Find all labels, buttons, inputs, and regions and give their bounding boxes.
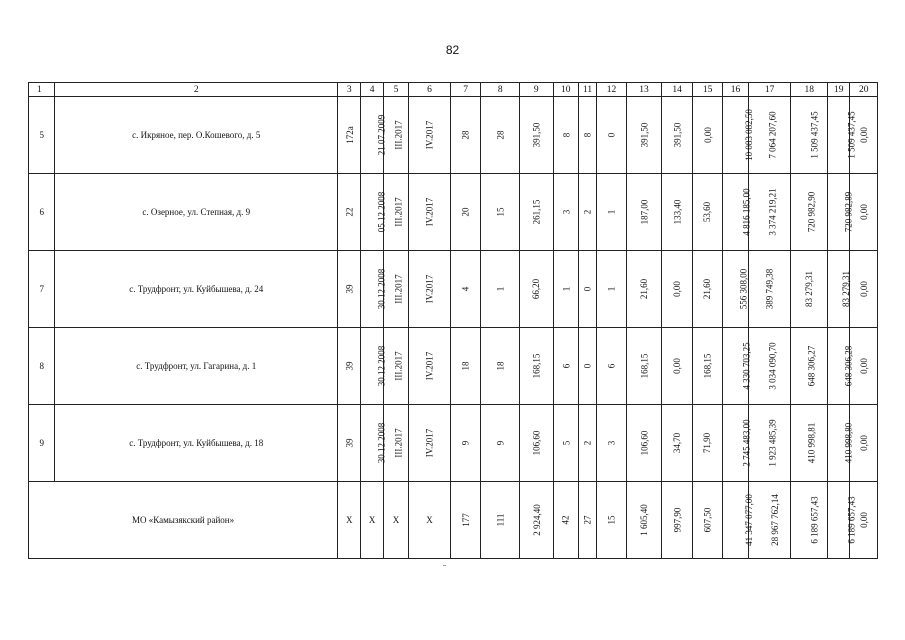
table-row: [29, 251, 878, 328]
cell-7: 18: [460, 361, 471, 371]
row-number: 7: [29, 251, 55, 328]
cell-6: IV.2017: [424, 351, 435, 381]
col-header-7: 7: [450, 83, 481, 97]
cell-11-wrap: [578, 328, 596, 405]
cell-9-wrap: [520, 405, 554, 482]
total-row: [29, 482, 878, 559]
col-header-14: 14: [662, 83, 693, 97]
cell-10-wrap: [553, 174, 578, 251]
total-cell-7: 177: [460, 513, 471, 527]
cell-10-wrap: [553, 405, 578, 482]
cell-7: 28: [460, 130, 471, 140]
cell-4-wrap: [361, 405, 387, 482]
cell-13-wrap: [626, 97, 662, 174]
col-header-2: 2: [55, 83, 338, 97]
cell-12: 1: [606, 209, 617, 215]
total-cell-8-wrap: [481, 482, 520, 559]
cell-4-wrap: [361, 174, 387, 251]
cell-18-wrap: [791, 174, 828, 251]
cell-19-wrap: [828, 251, 850, 328]
cell-3-wrap: [338, 174, 361, 251]
cell-13: 187,00: [639, 199, 650, 225]
cell-7-wrap: [450, 251, 481, 328]
col-header-15: 15: [692, 83, 723, 97]
cell-6-wrap: [409, 328, 451, 405]
cell-20-wrap: [850, 405, 878, 482]
cell-13-wrap: [626, 405, 662, 482]
cell-16: 4 816 185,00: [741, 188, 752, 236]
cell-7: 4: [460, 286, 471, 292]
cell-10-wrap: [553, 97, 578, 174]
address-cell: с. Трудфронт, ул. Гагарина, д. 1: [55, 328, 338, 405]
cell-9-wrap: [520, 251, 554, 328]
cell-13: 168,15: [639, 353, 650, 379]
cell-11-wrap: [578, 97, 596, 174]
total-cell-11: 27: [582, 515, 593, 525]
cell-3: 39: [344, 284, 355, 294]
cell-15-wrap: [692, 97, 723, 174]
cell-15: 53,60: [702, 201, 713, 223]
cell-12-wrap: [597, 405, 626, 482]
cell-19: 648 306,28: [843, 345, 854, 387]
col-header-3: 3: [338, 83, 361, 97]
total-cell-16: 41 347 077,00: [744, 494, 755, 546]
cell-17-wrap: [748, 328, 791, 405]
total-cell-20: 0,00: [858, 512, 869, 528]
cell-7-wrap: [450, 405, 481, 482]
cell-5: III.2017: [393, 351, 404, 381]
cell-16: 10 083 082,50: [744, 109, 755, 161]
cell-6: IV.2017: [424, 120, 435, 150]
cell-18: 1 509 437,45: [810, 111, 821, 159]
cell-10: 6: [560, 363, 571, 369]
data-table: [28, 82, 878, 559]
cell-8-wrap: [481, 328, 520, 405]
cell-16-wrap: [723, 97, 755, 174]
address-cell: с. Икряное, пер. О.Кошевого, д. 5: [55, 97, 338, 174]
cell-3: 172а: [344, 126, 355, 144]
cell-20-wrap: [850, 174, 878, 251]
cell-15-wrap: [692, 174, 723, 251]
cell-6-wrap: [409, 251, 451, 328]
cell-14: 133,40: [672, 199, 683, 225]
cell-5-wrap: [383, 174, 408, 251]
cell-3-wrap: [338, 97, 361, 174]
col-header-19: 19: [828, 83, 850, 97]
cell-12-wrap: [597, 97, 626, 174]
total-cell-15: 607,50: [702, 507, 713, 533]
table-row: [29, 97, 878, 174]
cell-15: 21,60: [702, 278, 713, 300]
cell-4: 30.12.2008: [376, 422, 387, 464]
col-header-12: 12: [597, 83, 626, 97]
cell-4-wrap: [361, 97, 387, 174]
cell-6: IV.2017: [424, 197, 435, 227]
col-header-8: 8: [481, 83, 520, 97]
cell-14: 0,00: [672, 358, 683, 374]
cell-18: 720 982,90: [806, 191, 817, 233]
cell-11: 0: [582, 286, 593, 292]
cell-15-wrap: [692, 405, 723, 482]
cell-13-wrap: [626, 174, 662, 251]
cell-4: 21.07.2009: [376, 114, 387, 156]
cell-8: 15: [495, 207, 506, 217]
cell-17: 7 064 207,60: [767, 111, 778, 159]
cell-15-wrap: [692, 328, 723, 405]
cell-19-wrap: [828, 328, 854, 405]
cell-9: 261,15: [531, 199, 542, 225]
cell-5-wrap: [383, 405, 408, 482]
total-cell-13-wrap: [626, 482, 662, 559]
cell-5-wrap: [383, 97, 408, 174]
cell-8-wrap: [481, 97, 520, 174]
cell-19-wrap: [828, 174, 854, 251]
cell-20: 0,00: [858, 435, 869, 451]
table-row: [29, 405, 878, 482]
cell-13: 106,60: [639, 430, 650, 456]
cell-6-wrap: [409, 97, 451, 174]
col-header-11: 11: [578, 83, 596, 97]
cell-4-wrap: [361, 251, 387, 328]
cell-18: 83 279,31: [804, 271, 815, 307]
cell-11-wrap: [578, 251, 596, 328]
cell-16: 556 308,00: [738, 268, 749, 310]
cell-3-wrap: [338, 328, 361, 405]
cell-14-wrap: [662, 174, 693, 251]
cell-19: 1 509 437,45: [846, 111, 857, 159]
cell-17-wrap: [748, 251, 791, 328]
address-cell: с. Трудфронт, ул. Куйбышева, д. 18: [55, 405, 338, 482]
col-header-13: 13: [626, 83, 662, 97]
cell-9: 391,50: [531, 122, 542, 148]
cell-18-wrap: [791, 251, 828, 328]
cell-19-wrap: [828, 97, 857, 174]
cell-7-wrap: [450, 174, 481, 251]
total-cell-19-wrap: [828, 482, 857, 559]
column-number-row: [29, 83, 878, 97]
col-header-5: 5: [383, 83, 408, 97]
row-number: 8: [29, 328, 55, 405]
total-cell-12-wrap: [597, 482, 626, 559]
cell-15: 168,15: [702, 353, 713, 379]
cell-12: 1: [606, 286, 617, 292]
total-cell-15-wrap: [692, 482, 723, 559]
cell-13: 21,60: [639, 278, 650, 300]
cell-15-wrap: [692, 251, 723, 328]
total-cell-6: X: [409, 482, 451, 559]
cell-6: IV.2017: [424, 428, 435, 458]
cell-19: 410 998,80: [843, 422, 854, 464]
total-label: МО «Камызякский район»: [29, 482, 338, 559]
scan-speck: [443, 565, 446, 566]
cell-13-wrap: [626, 328, 662, 405]
cell-5: III.2017: [393, 274, 404, 304]
cell-19-wrap: [828, 405, 854, 482]
total-cell-13: 1 605,40: [639, 504, 650, 536]
cell-20: 0,00: [858, 127, 869, 143]
cell-3: 39: [344, 438, 355, 448]
total-cell-18: 6 189 657,43: [810, 496, 821, 544]
cell-8-wrap: [481, 405, 520, 482]
cell-16-wrap: [723, 405, 752, 482]
cell-11: 2: [582, 440, 593, 446]
cell-15: 71,90: [702, 432, 713, 454]
total-cell-8: 111: [495, 513, 506, 527]
cell-5-wrap: [383, 328, 408, 405]
total-cell-9-wrap: [520, 482, 554, 559]
cell-17: 1 923 485,39: [767, 419, 778, 467]
cell-20-wrap: [850, 328, 878, 405]
cell-10: 8: [560, 132, 571, 138]
total-cell-4: X: [361, 482, 383, 559]
total-cell-18-wrap: [791, 482, 828, 559]
cell-9: 106,60: [531, 430, 542, 456]
cell-17: 389 749,38: [764, 268, 775, 310]
col-header-18: 18: [791, 83, 828, 97]
page-number: 82: [445, 43, 460, 57]
total-cell-3: X: [338, 482, 361, 559]
cell-9-wrap: [520, 174, 554, 251]
cell-4: 30.12.2008: [376, 345, 387, 387]
cell-6: IV.2017: [424, 274, 435, 304]
cell-3-wrap: [338, 405, 361, 482]
cell-6-wrap: [409, 405, 451, 482]
cell-16-wrap: [723, 328, 752, 405]
cell-12-wrap: [597, 174, 626, 251]
cell-8: 28: [495, 130, 506, 140]
table-row: [29, 328, 878, 405]
col-header-6: 6: [409, 83, 451, 97]
cell-9: 66,20: [531, 278, 542, 300]
col-header-17: 17: [748, 83, 791, 97]
total-cell-14: 997,90: [672, 507, 683, 533]
cell-8-wrap: [481, 174, 520, 251]
cell-14-wrap: [662, 328, 693, 405]
cell-4: 30.12.2008: [376, 268, 387, 310]
cell-16: 2 745 483,00: [741, 419, 752, 467]
cell-5: III.2017: [393, 120, 404, 150]
cell-14: 391,50: [672, 122, 683, 148]
cell-18: 648 306,27: [806, 345, 817, 387]
cell-9-wrap: [520, 328, 554, 405]
cell-18-wrap: [791, 328, 828, 405]
total-cell-7-wrap: [450, 482, 481, 559]
cell-4-wrap: [361, 328, 387, 405]
cell-14: 0,00: [672, 281, 683, 297]
cell-8: 1: [495, 286, 506, 292]
cell-17: 3 034 090,70: [767, 342, 778, 390]
total-cell-9: 2 924,40: [531, 504, 542, 536]
cell-16-wrap: [723, 174, 752, 251]
cell-12: 3: [606, 440, 617, 446]
cell-20: 0,00: [858, 281, 869, 297]
cell-11: 8: [582, 132, 593, 138]
col-header-20: 20: [850, 83, 878, 97]
cell-10: 3: [560, 209, 571, 215]
cell-14-wrap: [662, 97, 693, 174]
total-cell-17: 28 967 762,14: [769, 494, 780, 546]
cell-19: 83 279,31: [841, 271, 852, 307]
cell-13-wrap: [626, 251, 662, 328]
col-header-16: 16: [723, 83, 748, 97]
cell-15: 0,00: [702, 127, 713, 143]
cell-7-wrap: [450, 97, 481, 174]
cell-7: 9: [460, 440, 471, 446]
cell-4: 05.12.2008: [376, 191, 387, 233]
address-cell: с. Трудфронт, ул. Куйбышева, д. 24: [55, 251, 338, 328]
total-cell-19: 6 189 657,43: [846, 496, 857, 544]
cell-10: 1: [560, 286, 571, 292]
cell-8-wrap: [481, 251, 520, 328]
col-header-4: 4: [361, 83, 383, 97]
cell-17-wrap: [748, 97, 791, 174]
cell-18-wrap: [791, 405, 828, 482]
cell-12: 0: [606, 132, 617, 138]
row-number: 5: [29, 97, 55, 174]
cell-18-wrap: [791, 97, 828, 174]
col-header-1: 1: [29, 83, 55, 97]
cell-12-wrap: [597, 328, 626, 405]
cell-19: 720 982,89: [843, 191, 854, 233]
total-cell-17-wrap: [748, 482, 791, 559]
cell-17: 3 374 219,21: [767, 188, 778, 236]
cell-5: III.2017: [393, 197, 404, 227]
table-row: [29, 174, 878, 251]
cell-12: 6: [606, 363, 617, 369]
cell-20-wrap: [850, 251, 878, 328]
cell-13: 391,50: [639, 122, 650, 148]
cell-16-wrap: [723, 251, 748, 328]
row-number: 9: [29, 405, 55, 482]
cell-9: 168,15: [531, 353, 542, 379]
total-cell-12: 15: [606, 515, 617, 525]
cell-6-wrap: [409, 174, 451, 251]
cell-3: 39: [344, 361, 355, 371]
cell-14-wrap: [662, 251, 693, 328]
cell-11: 2: [582, 209, 593, 215]
total-cell-11-wrap: [578, 482, 596, 559]
cell-3-wrap: [338, 251, 361, 328]
total-cell-16-wrap: [723, 482, 755, 559]
cell-20: 0,00: [858, 204, 869, 220]
cell-16: 4 330 703,25: [741, 342, 752, 390]
total-cell-14-wrap: [662, 482, 693, 559]
cell-11-wrap: [578, 174, 596, 251]
cell-5: III.2017: [393, 428, 404, 458]
cell-9-wrap: [520, 97, 554, 174]
cell-11: 0: [582, 363, 593, 369]
cell-7: 20: [460, 207, 471, 217]
cell-18: 410 998,81: [806, 422, 817, 464]
cell-5-wrap: [383, 251, 408, 328]
cell-12-wrap: [597, 251, 626, 328]
address-cell: с. Озерное, ул. Степная, д. 9: [55, 174, 338, 251]
cell-3: 22: [344, 207, 355, 217]
total-cell-10-wrap: [553, 482, 578, 559]
cell-10-wrap: [553, 328, 578, 405]
cell-20: 0,00: [858, 358, 869, 374]
row-number: 6: [29, 174, 55, 251]
cell-10-wrap: [553, 251, 578, 328]
cell-17-wrap: [748, 405, 791, 482]
cell-8: 18: [495, 361, 506, 371]
col-header-10: 10: [553, 83, 578, 97]
cell-11-wrap: [578, 405, 596, 482]
col-header-9: 9: [520, 83, 554, 97]
cell-8: 9: [495, 440, 506, 446]
total-cell-5: X: [383, 482, 408, 559]
cell-10: 5: [560, 440, 571, 446]
cell-17-wrap: [748, 174, 791, 251]
cell-14-wrap: [662, 405, 693, 482]
total-cell-10: 42: [560, 515, 571, 525]
cell-7-wrap: [450, 328, 481, 405]
cell-14: 34,70: [672, 432, 683, 454]
